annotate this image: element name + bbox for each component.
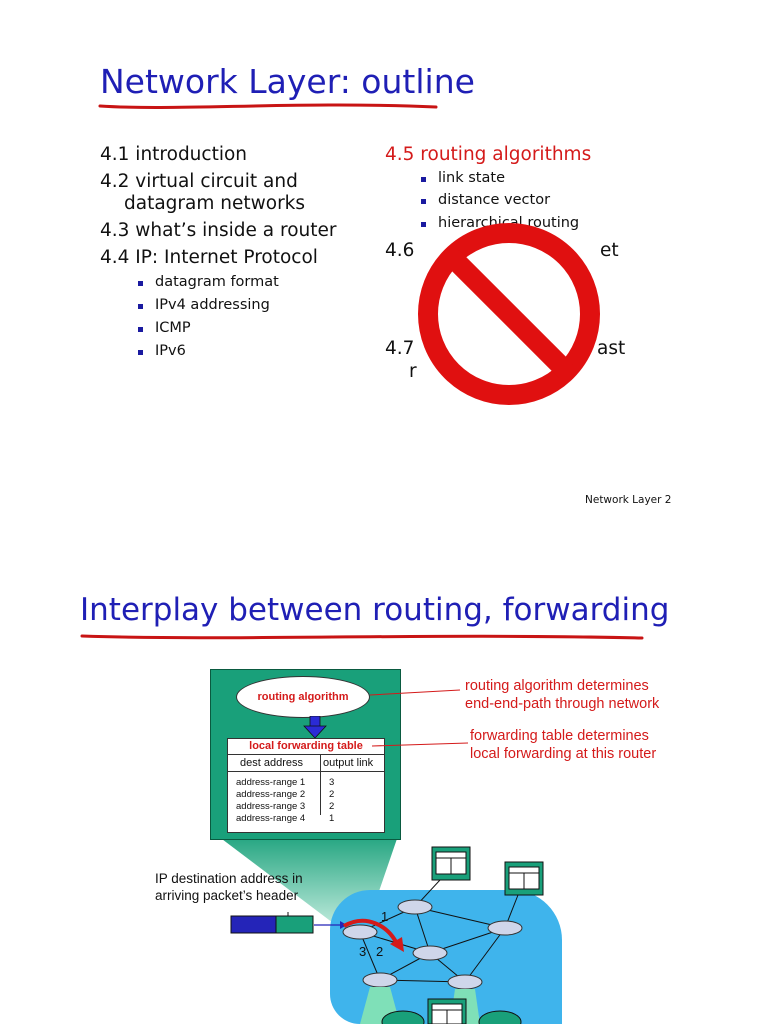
router-icon	[343, 900, 522, 989]
prohibited-icon	[417, 222, 601, 406]
column-output-link: output link	[323, 757, 374, 769]
slide-footer: Network Layer 2	[585, 494, 672, 506]
sub-item-distance-vector: distance vector	[438, 192, 551, 208]
title-underline	[98, 100, 438, 112]
slide-title: Network Layer: outline	[100, 62, 475, 101]
bullet-icon	[138, 304, 143, 309]
outline-item-4-7: 4.7	[385, 338, 415, 359]
bottom-tables	[380, 996, 530, 1024]
outline-item-4-2-cont: datagram networks	[124, 193, 306, 214]
row-link: 2	[329, 789, 335, 800]
row-link: 3	[329, 777, 335, 788]
ip-destination-label	[155, 870, 303, 904]
link-number-2: 2	[376, 944, 384, 959]
row-dest: address-range 2	[236, 789, 306, 800]
ip-label-line: arriving packet’s header	[155, 888, 299, 903]
table-row	[236, 789, 305, 802]
note-routing-algorithm	[465, 677, 659, 713]
note-forwarding-table	[470, 727, 656, 763]
sub-item-datagram-format: datagram format	[155, 274, 279, 290]
table-row	[236, 813, 305, 826]
annotation-lines	[360, 680, 470, 760]
sub-item-ipv6: IPv6	[155, 343, 186, 359]
note-line: forwarding table determines	[470, 728, 649, 744]
sub-item-hierarchical-routing: hierarchical routing	[438, 215, 580, 231]
bullet-icon	[138, 281, 143, 286]
link-number-3: 3	[359, 944, 367, 959]
ip-label-line: IP destination address in	[155, 871, 303, 886]
column-dest-address: dest address	[240, 757, 303, 769]
outline-item-4-6: 4.6	[385, 240, 415, 261]
arrow-down-icon	[303, 716, 327, 740]
outline-item-4-1: 4.1 introduction	[100, 144, 248, 165]
outline-item-4-5: 4.5 routing algorithms	[385, 144, 592, 165]
column-divider	[320, 755, 321, 815]
sub-item-icmp: ICMP	[155, 320, 191, 336]
table-row	[236, 777, 305, 790]
sub-item-link-state: link state	[438, 170, 505, 186]
bullet-icon	[138, 350, 143, 355]
row-dest: address-range 1	[236, 777, 306, 788]
outline-item-4-2: 4.2 virtual circuit and	[100, 171, 298, 192]
title-underline-2	[80, 631, 645, 643]
note-line: local forwarding at this router	[470, 746, 657, 762]
link-number-1: 1	[381, 909, 389, 924]
outline-item-4-7-tail: ast	[597, 338, 626, 359]
row-dest: address-range 3	[236, 801, 306, 812]
note-line: end-end-path through network	[465, 696, 660, 712]
outline-item-4-3: 4.3 what’s inside a router	[100, 220, 337, 241]
outline-item-4-7-line2: r	[409, 361, 417, 382]
row-link: 2	[329, 801, 335, 812]
bullet-icon	[421, 177, 426, 182]
outline-item-4-6-tail: et	[600, 240, 619, 261]
bullet-icon	[421, 199, 426, 204]
bullet-icon	[138, 327, 143, 332]
routing-algorithm-node: routing algorithm	[236, 676, 370, 718]
outline-item-4-4: 4.4 IP: Internet Protocol	[100, 247, 318, 268]
note-line: routing algorithm determines	[465, 678, 649, 694]
row-dest: address-range 4	[236, 813, 306, 824]
sub-item-ipv4-addressing: IPv4 addressing	[155, 297, 270, 313]
table-row	[236, 801, 305, 814]
row-link: 1	[329, 813, 335, 824]
forwarding-table-title: local forwarding table	[228, 739, 384, 755]
slide-title-2: Interplay between routing, forwarding	[80, 592, 670, 628]
